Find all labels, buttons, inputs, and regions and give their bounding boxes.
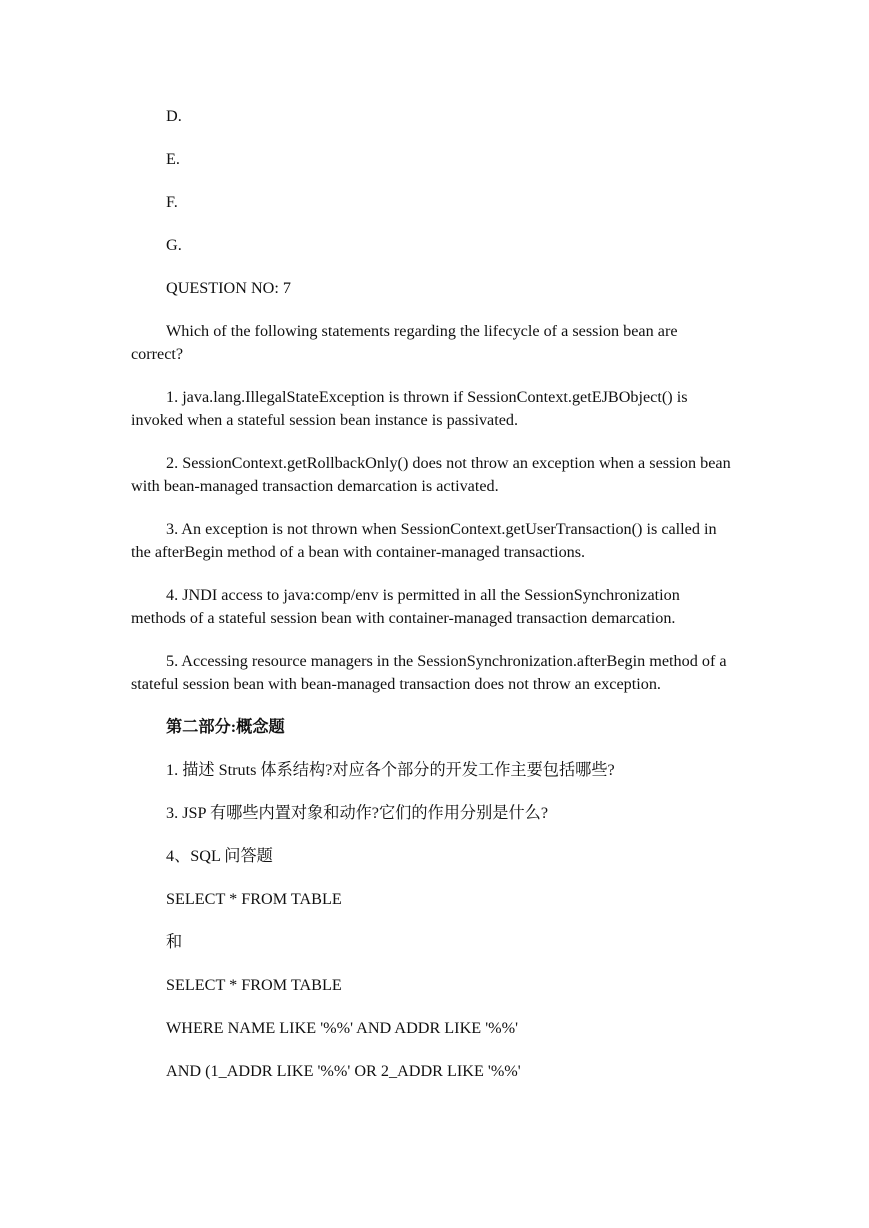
sql-line-3: SELECT * FROM TABLE	[166, 976, 342, 994]
statement-5: 5. Accessing resource managers in the SessionSynchronization.afterBegin method of a stateful session bean with bean-managed transaction does not throw an exception.	[131, 652, 727, 693]
concept-question-1: 1. 描述 Struts 体系结构?对应各个部分的开发工作主要包括哪些?	[166, 761, 615, 779]
option-g: G.	[166, 236, 182, 254]
document-page	[131, 105, 733, 1103]
question-text: Which of the following statements regarding the lifecycle of a session bean are correct?	[131, 322, 678, 363]
section-heading: 第二部分:概念题	[166, 718, 285, 736]
concept-question-3: 3. JSP 有哪些内置对象和动作?它们的作用分别是什么?	[166, 804, 549, 822]
sql-line-5: AND (1_ADDR LIKE '%%' OR 2_ADDR LIKE '%%'	[166, 1062, 521, 1080]
statement-1: 1. java.lang.IllegalStateException is thrown if SessionContext.getEJBObject() is invoked when a stateful session bean instance is passivated.	[131, 388, 688, 429]
concept-question-4: 4、SQL 问答题	[166, 847, 273, 865]
statement-4: 4. JNDI access to java:comp/env is permitted in all the SessionSynchronization methods of a stateful session bean with container-managed transaction demarcation.	[131, 586, 680, 627]
sql-line-1: SELECT * FROM TABLE	[166, 890, 342, 908]
sql-line-2: 和	[166, 933, 183, 951]
statement-3: 3. An exception is not thrown when SessionContext.getUserTransaction() is called in the afterBegin method of a bean with container-managed transactions.	[131, 520, 717, 561]
statement-2: 2. SessionContext.getRollbackOnly() does not throw an exception when a session bean with bean-managed transaction demarcation is activated.	[131, 454, 731, 495]
option-d: D.	[166, 107, 182, 125]
option-f: F.	[166, 193, 178, 211]
question-title: QUESTION NO: 7	[166, 279, 291, 297]
option-e: E.	[166, 150, 180, 168]
sql-line-4: WHERE NAME LIKE '%%' AND ADDR LIKE '%%'	[166, 1019, 518, 1037]
